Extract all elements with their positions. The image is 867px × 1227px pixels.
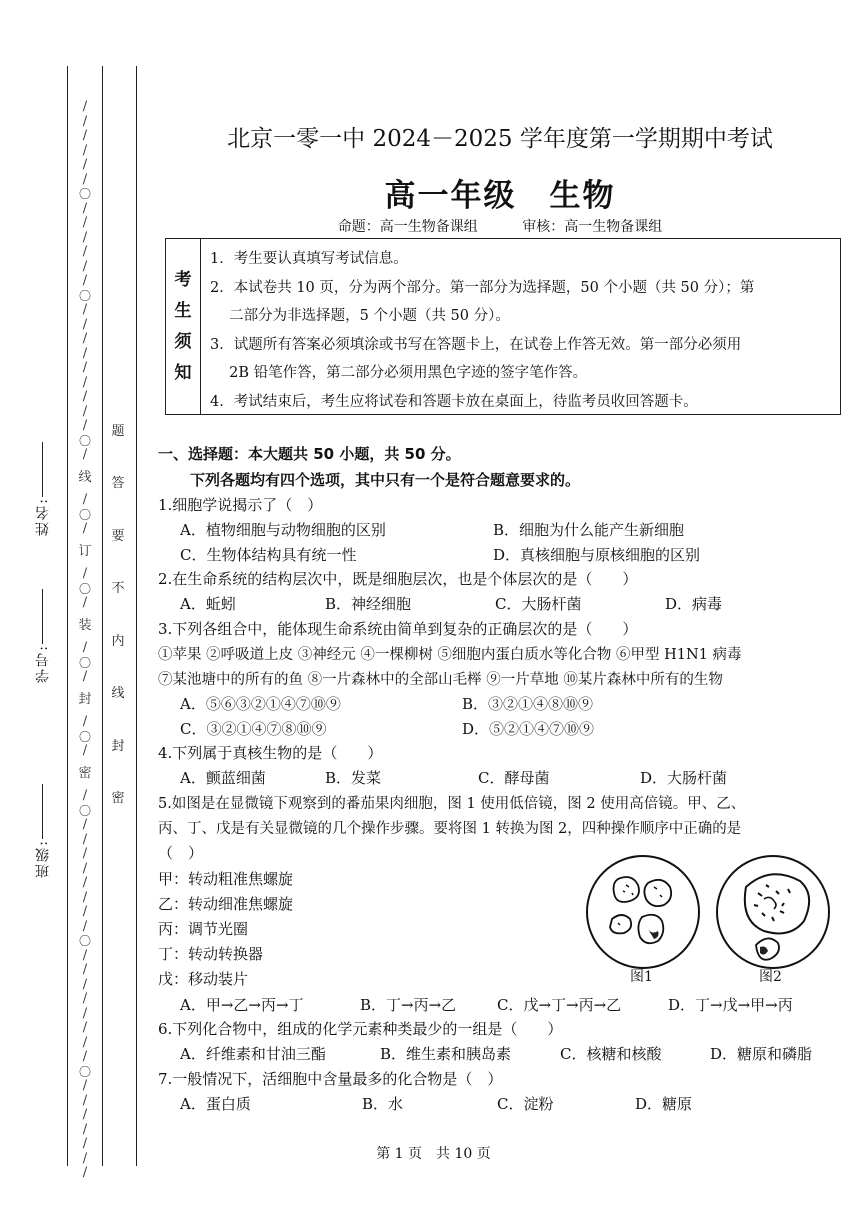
- q1-option-d[interactable]: D．真核细胞与原核细胞的区别: [493, 546, 701, 564]
- seal-circle: 〇: [78, 729, 91, 744]
- q4-option-d[interactable]: D．大肠杆菌: [640, 769, 728, 787]
- question-3-stem: 3.下列各组合中，能体现生命系统由简单到复杂的正确层次的是（ ）: [158, 620, 638, 638]
- q1-option-b[interactable]: B．细胞为什么能产生新细胞: [493, 521, 685, 539]
- figure-1-low-power-view: [586, 855, 700, 969]
- question-5-stem-3: （ ）: [158, 844, 204, 862]
- notice-label-char: 生: [174, 300, 192, 321]
- q5-step: 丙：调节光圈: [158, 920, 249, 938]
- seal-circle: 〇: [78, 655, 91, 670]
- q3-option-b[interactable]: B．③②①④⑧⑩⑨: [462, 695, 594, 713]
- q6-option-a[interactable]: A．纤维素和甘油三酯: [180, 1045, 326, 1063]
- seal-dash: /: [82, 345, 88, 361]
- notice-item: 1．考生要认真填写考试信息。: [210, 251, 408, 267]
- author-credit: 命题：高一生物备课组: [337, 219, 478, 235]
- margin-char: 要: [111, 528, 125, 544]
- exam-credits: [160, 216, 840, 236]
- student-id-label: 学号:: [35, 644, 51, 683]
- seal-dash: /: [82, 1121, 88, 1137]
- notice-item: 二部分为非选择题，5 个小题（共 50 分）。: [210, 308, 510, 324]
- seal-circle: 〇: [78, 187, 91, 201]
- notice-item: 2．本试卷共 10 页，分为两个部分。第一部分为选择题，50 个小题（共 50 分）；第: [210, 279, 755, 296]
- question-3-items-line2: ⑦某池塘中的所有的鱼 ⑧一片森林中的全部山毛榉 ⑨一片草地 ⑩某片森林中所有的生物: [158, 672, 723, 688]
- q6-option-b[interactable]: B．维生素和胰岛素: [380, 1045, 512, 1063]
- seal-dash: /: [82, 113, 88, 129]
- seal-char: 封: [78, 691, 92, 707]
- q2-option-c[interactable]: C．大肠杆菌: [495, 595, 582, 613]
- margin-line: [67, 66, 68, 1166]
- margin-char: 不: [111, 581, 125, 597]
- seal-dash: /: [82, 788, 88, 803]
- margin-char: 密: [111, 790, 125, 806]
- question-7-stem: 7.一般情况下，活细胞中含量最多的化合物是（ ）: [158, 1070, 503, 1088]
- q2-option-a[interactable]: A．蚯蚓: [180, 595, 236, 613]
- seal-line-column: [74, 99, 96, 1180]
- q5-step: 戊：移动装片: [158, 970, 249, 988]
- class-field[interactable]: [28, 780, 58, 878]
- question-6-stem: 6.下列化合物中，组成的化学元素种类最少的一组是（ ）: [158, 1020, 563, 1038]
- question-1-stem: 1.细胞学说揭示了（ ）: [158, 496, 323, 514]
- seal-char: 线: [78, 469, 92, 485]
- section-title: 一、选择题：本大题共 50 小题，共 50 分。: [158, 445, 461, 463]
- seal-dash: /: [82, 1092, 88, 1108]
- q4-option-c[interactable]: C．酵母菌: [478, 769, 550, 787]
- class-label: 班级:: [35, 839, 51, 878]
- seal-dash: /: [82, 521, 88, 536]
- seal-dash: /: [82, 171, 88, 187]
- seal-dash: /: [82, 817, 88, 832]
- student-id-field[interactable]: [28, 585, 58, 683]
- seal-dash: /: [82, 640, 88, 655]
- seal-dash: /: [82, 99, 88, 114]
- question-5-stem-2: 丙、丁、戊是有关显微镜的几个操作步骤。要将图 1 转换为图 2，四种操作顺序中正确的是: [158, 821, 742, 837]
- q7-option-d[interactable]: D．糖原: [635, 1095, 693, 1113]
- seal-dash: /: [82, 229, 88, 245]
- seal-dash: /: [82, 1049, 88, 1064]
- seal-dash: /: [82, 714, 88, 729]
- seal-circle: 〇: [78, 934, 91, 948]
- seal-dash: /: [82, 918, 88, 934]
- figure-2-caption: 图2: [759, 969, 782, 985]
- seal-dash: /: [82, 904, 88, 919]
- q6-option-d[interactable]: D．糖原和磷脂: [710, 1045, 813, 1063]
- q3-option-c[interactable]: C．③②①④⑦⑧⑩⑨: [180, 720, 327, 738]
- notice-label-char: 须: [174, 331, 192, 352]
- seal-dash: /: [82, 1020, 88, 1035]
- seal-dash: /: [82, 258, 88, 274]
- q2-option-b[interactable]: B．神经细胞: [325, 595, 412, 613]
- notice-item: 3．试题所有答案必须填涂或书写在答题卡上，在试卷上作答无效。第一部分必须用: [210, 336, 742, 353]
- notice-label-char: 知: [174, 362, 192, 383]
- seal-dash: /: [82, 447, 88, 462]
- seal-dash: /: [82, 374, 88, 390]
- seal-dash: /: [82, 492, 88, 507]
- seal-char: 装: [78, 617, 92, 633]
- exam-notice-box: [165, 238, 841, 415]
- figure-2-high-power-view: [716, 855, 830, 969]
- exam-subtitle: 高一年级 生物: [384, 178, 616, 214]
- question-4-stem: 4.下列属于真核生物的是（ ）: [158, 744, 383, 762]
- seal-char: 订: [78, 543, 92, 559]
- name-field[interactable]: [28, 438, 58, 536]
- seal-dash: /: [82, 846, 88, 861]
- q5-option-d[interactable]: D．丁→戊→甲→丙: [668, 996, 793, 1014]
- seal-dash: /: [82, 244, 88, 259]
- seal-dash: /: [82, 403, 88, 419]
- q5-step: 丁：转动转换器: [158, 945, 264, 963]
- seal-dash: /: [82, 962, 88, 977]
- seal-dash: /: [82, 1005, 88, 1021]
- question-2-stem: 2.在生命系统的结构层次中，既是细胞层次，也是个体层次的是（ ）: [158, 570, 638, 588]
- q2-option-d[interactable]: D．病毒: [665, 595, 723, 613]
- seal-dash: /: [82, 1107, 88, 1122]
- seal-dash: /: [82, 389, 88, 404]
- margin-char: 题: [111, 424, 125, 439]
- seal-dash: /: [82, 860, 88, 876]
- q6-option-c[interactable]: C．核糖和核酸: [560, 1045, 662, 1063]
- figure-1-cells: [588, 857, 698, 967]
- seal-dash: /: [82, 1165, 88, 1180]
- notice-label: [166, 239, 201, 414]
- seal-dash: /: [82, 875, 88, 890]
- q7-option-a[interactable]: A．蛋白质: [180, 1095, 251, 1113]
- seal-dash: /: [82, 1034, 88, 1050]
- seal-dash: /: [82, 1078, 88, 1093]
- margin-char: 封: [111, 738, 125, 754]
- do-not-answer-column: [106, 425, 130, 805]
- seal-dash: /: [82, 976, 88, 992]
- question-5-stem: 5.如图是在显微镜下观察到的番茄果肉细胞，图 1 使用低倍镜，图 2 使用高倍镜。甲、乙、: [158, 796, 746, 812]
- seal-dash: /: [82, 1136, 88, 1151]
- seal-dash: /: [82, 128, 88, 143]
- q5-option-c[interactable]: C．戊→丁→丙→乙: [497, 996, 622, 1014]
- margin-char: 内: [111, 633, 125, 649]
- notice-item: 2B 铅笔作答，第二部分必须用黑色字迹的签字笔作答。: [210, 365, 588, 381]
- notice-label-char: 考: [174, 269, 192, 290]
- figure-2-cells: [718, 857, 828, 967]
- seal-dash: /: [82, 889, 88, 905]
- section-instruction: 下列各题均有四个选项，其中只有一个是符合题意要求的。: [190, 471, 581, 489]
- margin-char: 答: [111, 476, 125, 492]
- seal-dash: /: [82, 142, 88, 158]
- question-3-items-line1: ①苹果 ②呼吸道上皮 ③神经元 ④一棵柳树 ⑤细胞内蛋白质水等化合物 ⑥甲型 H1N1 病毒: [158, 647, 742, 663]
- seal-circle: 〇: [78, 1064, 91, 1079]
- seal-circle: 〇: [78, 433, 91, 448]
- seal-dash: /: [82, 360, 88, 375]
- q4-option-b[interactable]: B．发菜: [325, 769, 382, 787]
- q5-step: 甲：转动粗准焦螺旋: [158, 870, 294, 888]
- notice-items: [210, 245, 834, 416]
- page-footer: 第 1 页 共 10 页: [376, 1146, 491, 1162]
- seal-dash: /: [82, 200, 88, 216]
- seal-dash: /: [82, 947, 88, 963]
- seal-dash: /: [82, 302, 88, 317]
- seal-circle: 〇: [78, 507, 91, 522]
- notice-item: 4．考试结束后，考生应将试卷和答题卡放在桌面上，待监考员收回答题卡。: [210, 393, 698, 410]
- seal-char: 密: [78, 765, 92, 781]
- seal-dash: /: [82, 418, 88, 433]
- margin-char: 线: [111, 686, 125, 702]
- q5-option-a[interactable]: A．甲→乙→丙→丁: [180, 996, 304, 1014]
- q3-option-d[interactable]: D．⑤②①④⑦⑩⑨: [462, 720, 595, 738]
- margin-line: [102, 66, 103, 1166]
- q1-option-c[interactable]: C．生物体结构具有统一性: [180, 546, 357, 564]
- seal-dash: /: [82, 831, 88, 847]
- seal-dash: /: [82, 1150, 88, 1166]
- seal-circle: 〇: [78, 803, 91, 818]
- q7-option-b[interactable]: B．水: [362, 1095, 404, 1113]
- seal-dash: /: [82, 743, 88, 758]
- seal-circle: 〇: [78, 581, 91, 596]
- seal-dash: /: [82, 157, 88, 172]
- seal-dash: /: [82, 991, 88, 1006]
- q5-option-b[interactable]: B．丁→丙→乙: [360, 996, 457, 1014]
- q7-option-c[interactable]: C．淀粉: [497, 1095, 554, 1113]
- seal-dash: /: [82, 316, 88, 332]
- reviewer-credit: 审核：高一生物备课组: [522, 219, 663, 235]
- seal-dash: /: [82, 215, 88, 230]
- seal-dash: /: [82, 331, 88, 346]
- seal-dash: /: [82, 669, 88, 684]
- seal-dash: /: [82, 273, 88, 288]
- seal-dash: /: [82, 595, 88, 610]
- q3-option-a[interactable]: A．⑤⑥③②①④⑦⑩⑨: [180, 695, 341, 713]
- q1-option-a[interactable]: A．植物细胞与动物细胞的区别: [180, 521, 386, 539]
- exam-title: 北京一零一中 2024－2025 学年度第一学期期中考试: [227, 126, 773, 152]
- figure-1-caption: 图1: [630, 969, 653, 985]
- seal-dash: /: [82, 566, 88, 581]
- name-label: 姓名:: [35, 497, 51, 536]
- q4-option-a[interactable]: A．颤蓝细菌: [180, 769, 266, 787]
- q5-step: 乙：转动细准焦螺旋: [158, 895, 294, 913]
- seal-circle: 〇: [78, 288, 91, 303]
- margin-line: [136, 66, 137, 1166]
